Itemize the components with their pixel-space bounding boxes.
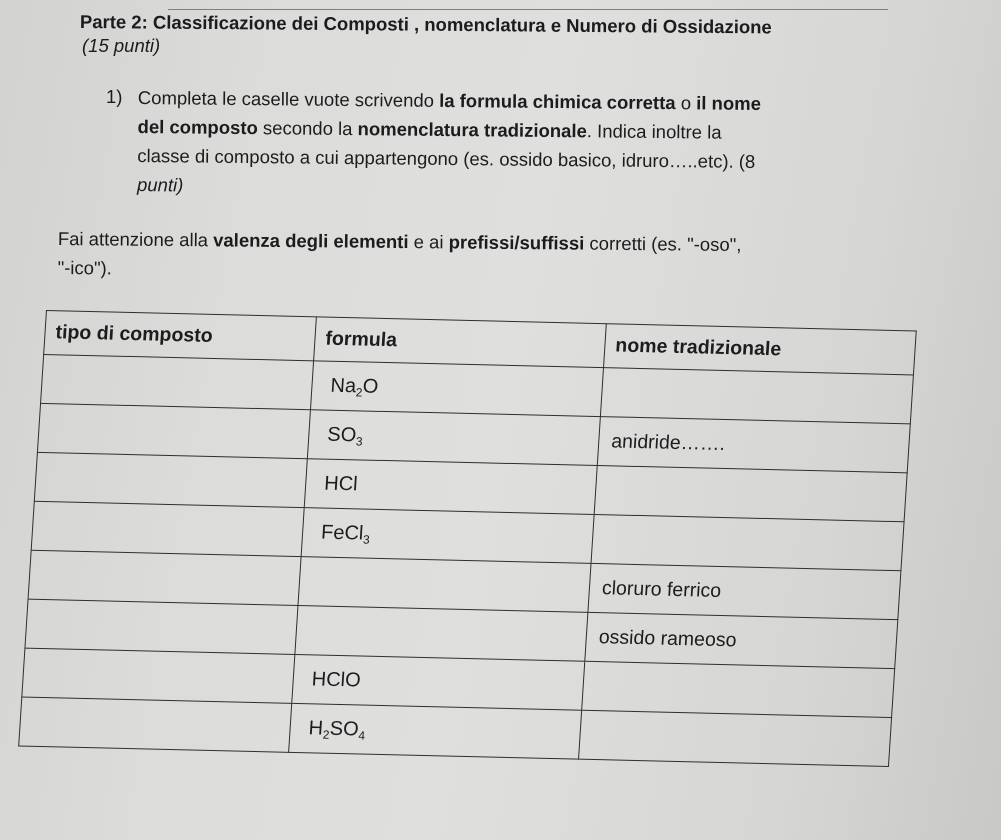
name-cell[interactable]: anidride…….	[597, 417, 910, 473]
note-bold: prefissi/suffissi	[448, 231, 585, 254]
attention-note	[57, 224, 957, 290]
type-cell[interactable]	[31, 501, 304, 556]
formula-subscript: 3	[362, 532, 371, 547]
formula-text: SO	[329, 717, 360, 740]
instruction-line-4	[137, 170, 897, 206]
name-cell[interactable]	[579, 710, 892, 766]
instruction-number: 1)	[106, 86, 123, 107]
instruction-line-3: classe di composto a cui appartengono (es. ossido basico, idruro…..etc). (8	[137, 144, 756, 172]
name-cell[interactable]	[594, 466, 907, 522]
name-cell[interactable]: cloruro ferrico	[588, 563, 901, 619]
compounds-table-wrapper	[18, 310, 917, 767]
instr-bold: del composto	[137, 115, 258, 139]
formula-cell[interactable]	[310, 361, 603, 417]
instr-italic: punti)	[136, 173, 184, 196]
instr-text: Completa le caselle vuote scrivendo	[137, 86, 440, 111]
name-cell[interactable]: ossido rameoso	[585, 612, 898, 668]
formula-text: HClO	[311, 667, 362, 692]
formula-text: FeCl	[320, 521, 365, 545]
formula-cell[interactable]	[289, 703, 582, 759]
formula-subscript: 2	[322, 727, 330, 742]
instr-bold: nomenclatura tradizionale	[357, 118, 587, 142]
type-cell[interactable]	[28, 550, 301, 605]
formula-subscript: 3	[355, 433, 364, 448]
formula-cell[interactable]	[304, 459, 597, 515]
type-cell[interactable]	[41, 354, 314, 409]
name-cell[interactable]	[600, 368, 913, 424]
formula-text: H	[308, 716, 324, 740]
note-text: corretti (es. "-oso",	[584, 232, 742, 255]
instr-bold: il nome	[696, 92, 762, 114]
formula-text: O	[362, 374, 380, 398]
type-cell[interactable]	[37, 403, 310, 458]
formula-subscript: 2	[355, 384, 363, 399]
note-text: e ai	[408, 231, 449, 253]
part-title: Parte 2: Classificazione dei Composti , nomenclatura e Numero di Ossidazione	[79, 11, 772, 38]
compounds-table	[18, 310, 917, 767]
formula-cell[interactable]	[295, 606, 588, 662]
points-label: (15 punti)	[82, 35, 161, 56]
note-line-2: "-ico").	[57, 256, 112, 279]
header-tipo: tipo di composto	[44, 311, 317, 361]
type-cell[interactable]	[19, 697, 292, 752]
top-rule	[168, 9, 888, 10]
formula-cell[interactable]	[298, 557, 591, 613]
formula-subscript: 4	[357, 727, 366, 743]
name-cell[interactable]	[591, 514, 904, 570]
formula-cell[interactable]	[307, 410, 600, 466]
instr-bold: la formula chimica corretta	[439, 89, 676, 114]
type-cell[interactable]	[22, 648, 295, 703]
formula-cell[interactable]	[301, 508, 594, 564]
formula-text: Na	[329, 374, 357, 397]
formula-text: HCl	[323, 472, 359, 495]
note-text: Fai attenzione alla	[57, 227, 214, 251]
header-formula: formula	[314, 317, 607, 368]
type-cell[interactable]	[34, 452, 307, 507]
instr-text: o	[675, 92, 697, 114]
instr-text: secondo la	[257, 117, 358, 140]
instr-text: . Indica inoltre la	[586, 120, 722, 143]
header-nome: nome tradizionale	[604, 324, 917, 375]
name-cell[interactable]	[582, 661, 895, 717]
note-bold: valenza degli elementi	[213, 229, 409, 253]
instruction-text	[137, 83, 898, 206]
formula-text: SO	[326, 423, 358, 446]
formula-cell[interactable]	[292, 654, 585, 710]
type-cell[interactable]	[25, 599, 298, 654]
